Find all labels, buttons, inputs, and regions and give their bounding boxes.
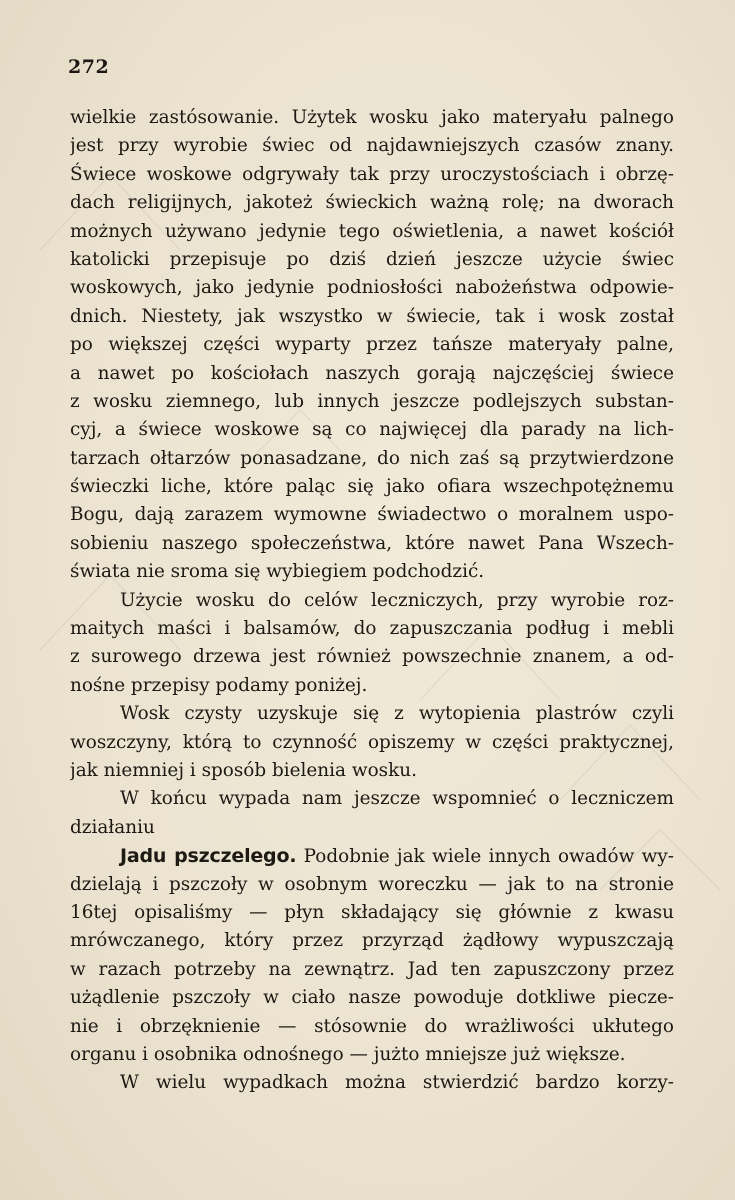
text-line: z wosku ziemnego, lub innych jeszcze podlejszych substan- [70, 390, 674, 412]
text-line: nośne przepisy podamy poniżej. [70, 674, 368, 696]
text-line: Wosk czysty uzyskuje się z wytopienia plastrów czyli [120, 703, 674, 725]
text-line: świeczki liche, które paląc się jako ofiara wszechpotężnemu [70, 476, 674, 498]
text-line: mrówczanego, który przez przyrząd żądłowy wypuszczają [70, 930, 674, 952]
text-line: dnich. Niestety, jak wszystko w świecie, tak i wosk został [70, 305, 674, 327]
text-line: cyj, a świece woskowe są co najwięcej dla parady na lich- [70, 419, 674, 441]
body-text [70, 104, 674, 1098]
text-line: działaniu [70, 816, 155, 838]
text-line: dach religijnych, jakoteż świeckich ważną rolę; na dworach [70, 192, 674, 214]
text-line: W wielu wypadkach można stwierdzić bardzo korzy- [120, 1072, 674, 1094]
text-line: po większej części wyparty przez tańsze materyały palne, [70, 334, 674, 356]
text-line: z surowego drzewa jest również powszechnie znanem, a od- [70, 646, 674, 668]
text-line: sobieniu naszego społeczeństwa, które nawet Pana Wszech- [70, 532, 674, 554]
text-line: nie i obrzęknienie — stósownie do wrażliwości ukłutego [70, 1015, 674, 1037]
text-line: jest przy wyrobie świec od najdawniejszych czasów znany. [70, 135, 674, 157]
text-line: Bogu, dają zarazem wymowne świadectwo o moralnem uspo- [70, 504, 674, 526]
text-line: woszczyny, którą to czynność opiszemy w części praktycznej, [70, 731, 674, 753]
text-line: świata nie sroma się wybiegiem podchodzić. [70, 561, 485, 583]
section-heading-line [70, 842, 674, 870]
text-line: dzielają i pszczoły w osobnym woreczku — jak to na stronie [70, 873, 674, 895]
section-heading: Jadu pszczelego. [120, 845, 297, 868]
text-fragment: Podobnie jak wiele innych owadów wy- [303, 846, 674, 868]
text-line: Użycie wosku do celów leczniczych, przy wyrobie roz- [120, 589, 674, 611]
text-line: jak niemniej i sposób bielenia wosku. [70, 759, 417, 781]
text-line: maitych maści i balsamów, do zapuszczania podług i mebli [70, 618, 674, 640]
text-line: w razach potrzeby na zewnątrz. Jad ten zapuszczony przez [70, 958, 674, 980]
text-line: woskowych, jako jedynie podniosłości nabożeństwa odpowie- [70, 277, 674, 299]
text-line: katolicki przepisuje po dziś dzień jeszcze użycie świec [70, 248, 674, 270]
text-line: użądlenie pszczoły w ciało nasze powoduje dotkliwe piecze- [70, 987, 674, 1009]
text-line: tarzach ołtarzów ponasadzane, do nich zaś są przytwierdzone [70, 447, 674, 469]
text-line: wielkie zastósowanie. Użytek wosku jako materyału palnego [70, 107, 674, 128]
text-line: możnych używano jedynie tego oświetlenia, a nawet kościół [70, 220, 674, 242]
text-line: W końcu wypada nam jeszcze wspomnieć o leczniczem [120, 788, 674, 810]
text-line: organu i osobnika odnośnego — jużto mniejsze już większe. [70, 1043, 626, 1065]
text-line: 16tej opisaliśmy — płyn składający się głównie z kwasu [70, 901, 674, 923]
text-line: Świece woskowe odgrywały tak przy uroczystościach i obrzę- [70, 163, 674, 185]
text-line: a nawet po kościołach naszych gorają najczęściej świece [70, 362, 674, 384]
page-number: 272 [68, 56, 110, 78]
